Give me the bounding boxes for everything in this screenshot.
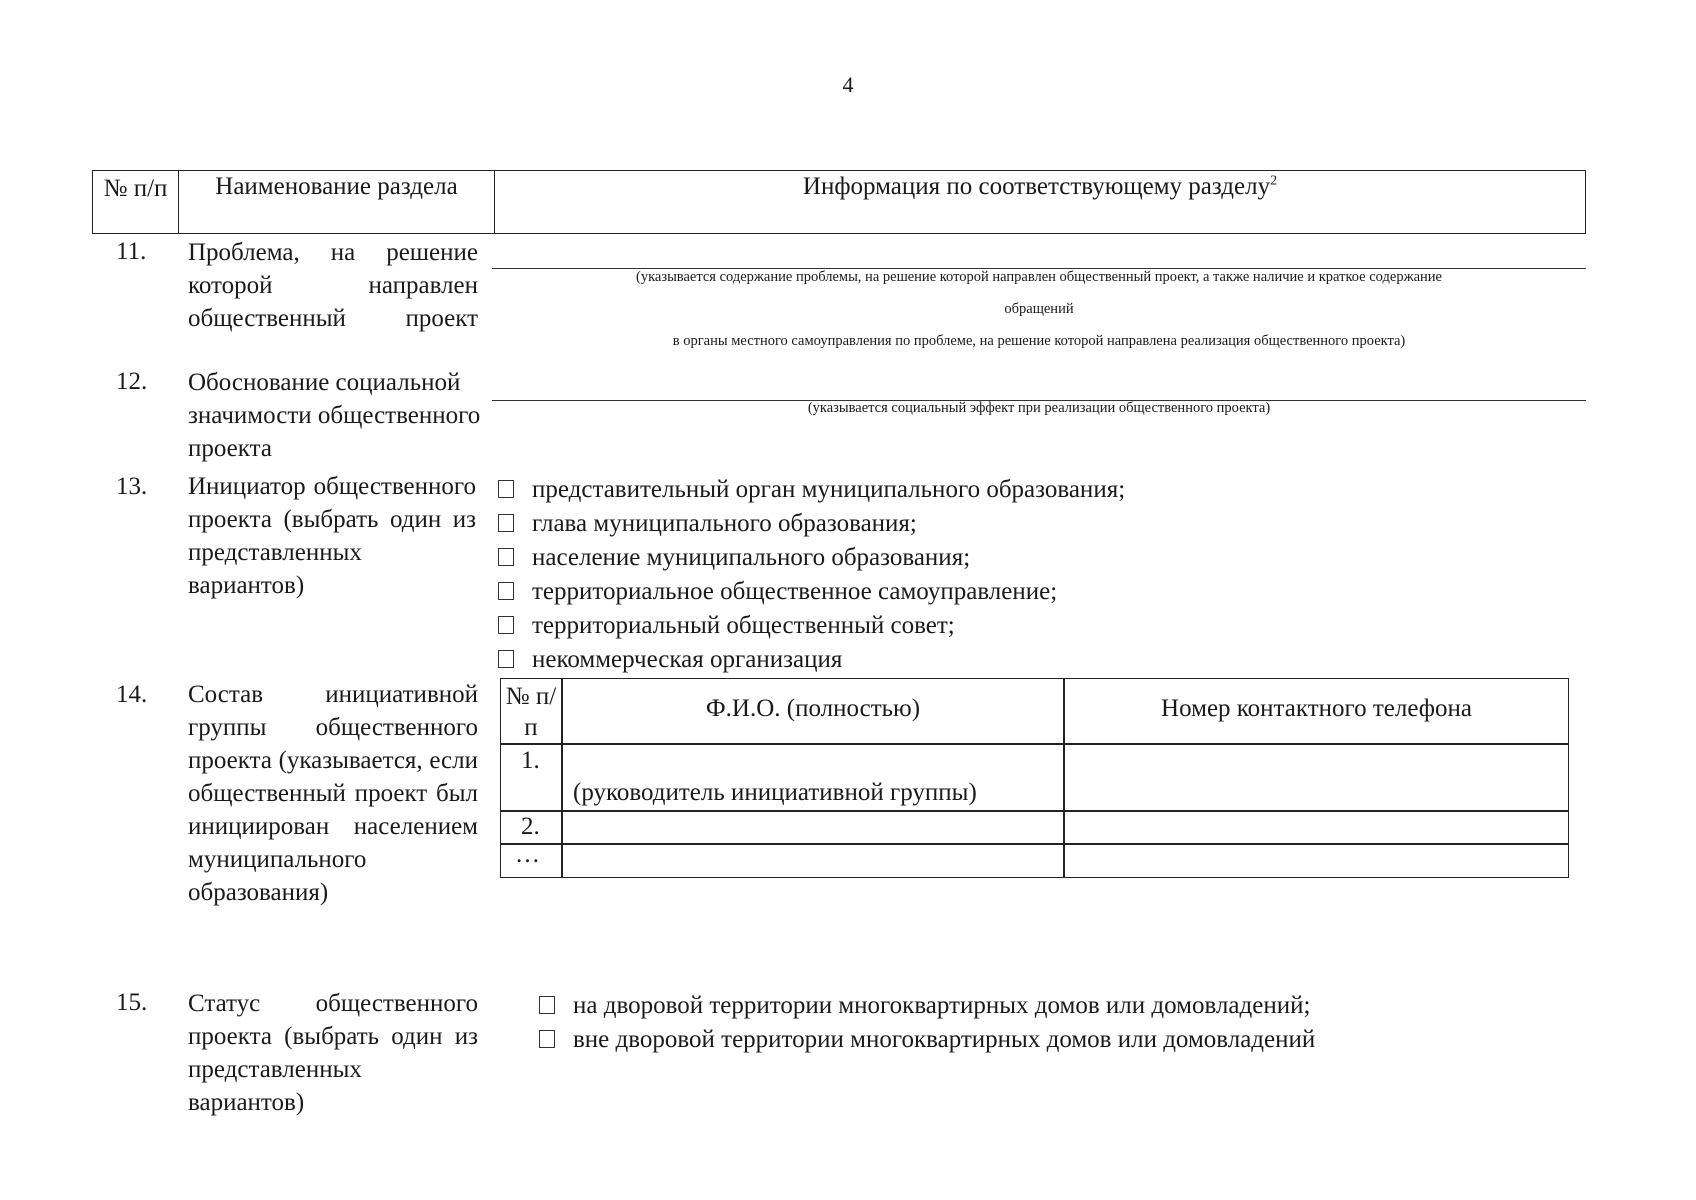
table-header (92, 170, 1586, 234)
group-row-1-phone[interactable] (1065, 745, 1568, 809)
checkbox-icon[interactable] (539, 996, 555, 1014)
group-row-1-fio[interactable]: (руководитель инициативной группы) (573, 779, 977, 806)
row-11-hint-2: обращений (1004, 301, 1074, 317)
checkbox-icon[interactable] (498, 548, 514, 566)
row-12-label: Обоснование социальной значимости общественного проекта (188, 369, 481, 462)
group-row-1-number: 1. (521, 747, 540, 774)
option-text: территориальный общественный совет; (532, 612, 955, 639)
row-11-number: 11. (116, 238, 147, 265)
status-option-2[interactable] (539, 1023, 1315, 1057)
row-11-label: Проблема, на решение которой направлен общественный проект (188, 239, 478, 332)
header-col-number: № п/п (93, 171, 179, 233)
initiator-option-5[interactable] (498, 609, 955, 643)
row-14-label: Состав инициативной группы общественного проекта (указывается, если общественный проект был инициирован населением муниципального образования) (188, 681, 478, 906)
row-12-number: 12. (116, 368, 148, 395)
group-row-2-number: 2. (521, 813, 540, 840)
option-text: вне дворовой территории многоквартирных домов или домовладений (573, 1026, 1316, 1053)
option-text: некоммерческая организация (532, 646, 843, 673)
header-col-info (495, 171, 1585, 233)
group-row-3-number: … (515, 841, 540, 868)
group-head-fio: Ф.И.О. (полностью) (705, 695, 921, 722)
row-12-hint: (указывается социальный эффект при реализации общественного проекта) (807, 400, 1271, 416)
checkbox-icon[interactable] (498, 480, 514, 498)
header-col-info-text: Информация по соответствующему разделу (802, 173, 1271, 200)
footnote-mark: 2 (1270, 173, 1278, 189)
initiator-option-1[interactable] (498, 473, 1125, 507)
checkbox-icon[interactable] (498, 582, 514, 600)
initiator-option-3[interactable] (498, 541, 970, 575)
option-text: на дворовой территории многоквартирных домов или домовладений; (573, 992, 1311, 1019)
checkbox-icon[interactable] (498, 650, 514, 668)
option-text: территориальное общественное самоуправление; (532, 578, 1058, 605)
option-text: население муниципального образования; (532, 544, 971, 571)
option-text: глава муниципального образования; (532, 510, 917, 537)
row-15-number: 15. (116, 989, 148, 1016)
header-col-name: Наименование раздела (179, 171, 495, 233)
status-option-1[interactable] (539, 989, 1310, 1023)
row-13-label: Инициатор общественного проекта (выбрать один из представленных вариантов) (188, 473, 476, 599)
group-row-2-fio[interactable] (563, 812, 1063, 842)
group-row-3-phone[interactable] (1065, 845, 1568, 877)
option-text: представительный орган муниципального образования; (532, 476, 1126, 503)
row-13-number: 13. (116, 473, 148, 500)
group-head-number: № п/п (505, 683, 557, 741)
initiative-group-table (500, 678, 1569, 878)
page-number: 4 (842, 72, 854, 97)
initiator-option-2[interactable] (498, 507, 917, 541)
row-11-hint-1: (указывается содержание проблемы, на решение которой направлен общественный проект, а также наличие и краткое содержание (636, 269, 1442, 285)
initiator-option-4[interactable] (498, 575, 1057, 609)
checkbox-icon[interactable] (498, 514, 514, 532)
row-11-hint-3: в органы местного самоуправления по проблеме, на решение которой направлена реализация общественного проекта) (672, 333, 1406, 349)
checkbox-icon[interactable] (498, 616, 514, 634)
group-row-2-phone[interactable] (1065, 812, 1568, 842)
checkbox-icon[interactable] (539, 1030, 555, 1048)
row-14-number: 14. (116, 681, 148, 708)
initiator-option-6[interactable] (498, 643, 842, 677)
group-row-3-fio[interactable] (563, 845, 1063, 877)
row-15-label: Статус общественного проекта (выбрать один из представленных вариантов) (188, 990, 478, 1116)
group-head-phone: Номер контактного телефона (1161, 695, 1472, 722)
